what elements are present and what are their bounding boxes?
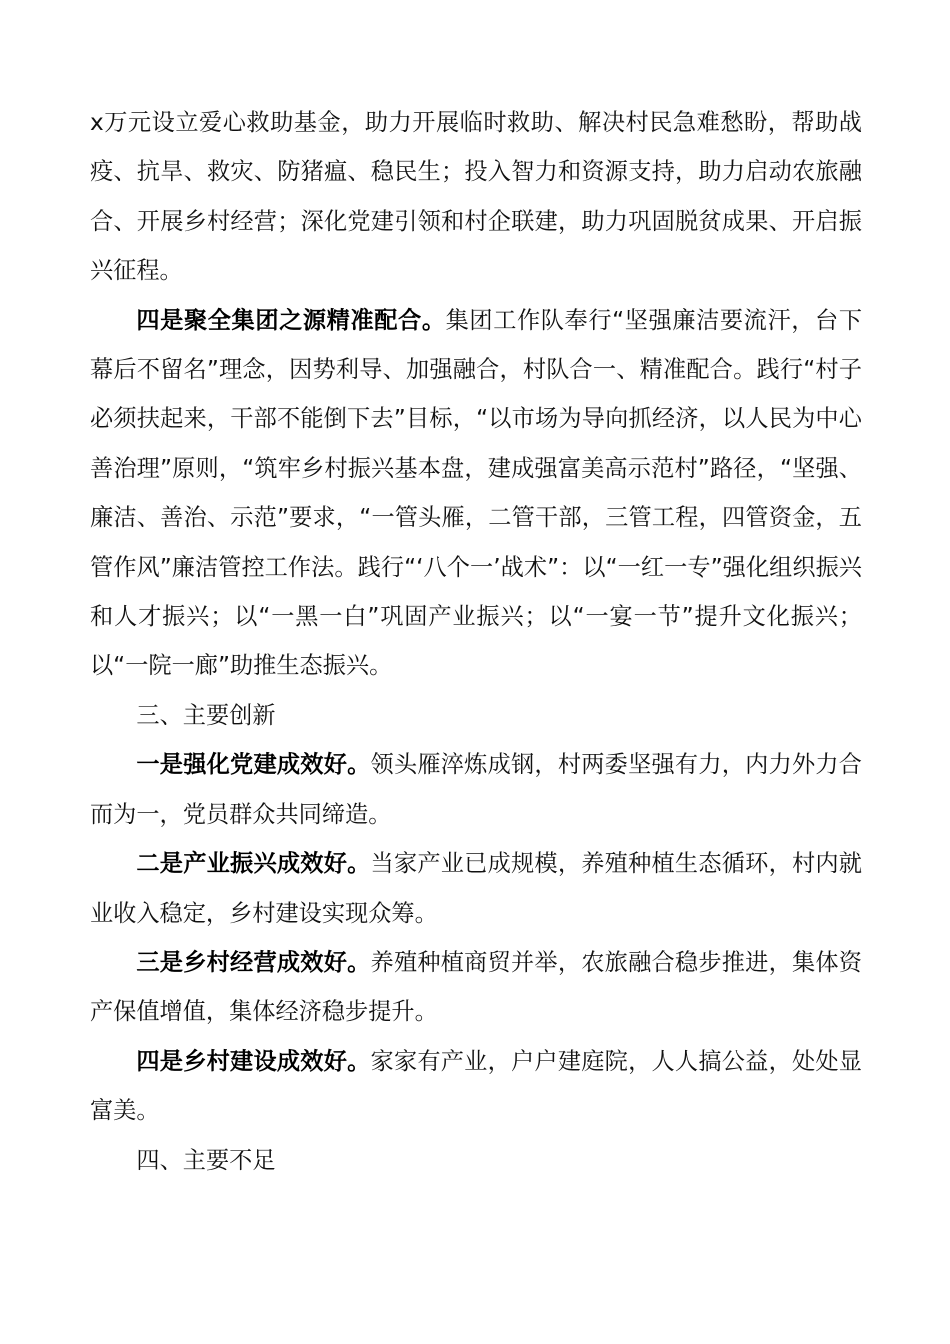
paragraph-relief-fund <box>90 98 862 296</box>
paragraph-lead: 一是强化党建成效好。 <box>136 751 371 779</box>
paragraph-text: 领头雁淬炼成钢，村两委坚强有力，内力外力合而为一，党员群众共同缔造。 <box>90 751 862 828</box>
paragraph-text: 家家有产业，户户建庭院，人人搞公益，处处显富美。 <box>90 1047 862 1125</box>
paragraph-text: x万元设立爱心救助基金，助力开展临时救助、解决村民急难愁盼，帮助战疫、抗旱、救灾、防猪瘟、稳民生；投入智力和资源支持，助力启动农旅融合、开展乡村经营；深化党建引领和村企联建，助力巩固脱贫成果、开启振兴征程。 <box>90 109 862 285</box>
paragraph-lead: 四是乡村建设成效好。 <box>136 1047 371 1075</box>
section-heading-text: 四、主要不足 <box>136 1146 276 1174</box>
section-heading-shortcomings <box>90 1136 862 1185</box>
paragraph-lead: 二是产业振兴成效好。 <box>136 850 371 878</box>
paragraph-lead: 四是聚全集团之源精准配合。 <box>136 306 446 334</box>
paragraph-village-operation <box>90 938 862 1037</box>
document-body <box>90 98 862 1185</box>
paragraph-text: 养殖种植商贸并举，农旅融合稳步推进，集体资产保值增值，集体经济稳步提升。 <box>90 948 862 1026</box>
paragraph-industry <box>90 839 862 938</box>
paragraph-party-building <box>90 740 862 839</box>
paragraph-village-construction <box>90 1037 862 1136</box>
paragraph-lead: 三是乡村经营成效好。 <box>136 948 371 976</box>
paragraph-text: 当家产业已成规模，养殖种植生态循环，村内就业收入稳定，乡村建设实现众筹。 <box>90 850 862 927</box>
section-heading-innovation <box>90 691 862 740</box>
section-heading-text: 三、主要创新 <box>136 701 276 729</box>
paragraph-coordination <box>90 296 862 691</box>
paragraph-text: 集团工作队奉行“坚强廉洁要流汗，台下幕后不留名”理念，因势利导、加强融合，村队合一、精准配合。践行“村子必须扶起来，干部不能倒下去”目标，“以市场为导向抓经济，以人民为中心善治理”原则，“筑牢乡村振兴基本盘，建成强富美高示范村”路径，“坚强、廉洁、善治、示范”要求，“一管头雁，二管干部，三管工程，四管资金，五管作风”廉洁管控工作法。践行“‘八个一’战术”：以“一红一专”强化组织振兴和人才振兴；以“一黑一白”巩固产业振兴；以“一宴一节”提升文化振兴；以“一院一廊”助推生态振兴。 <box>90 306 863 680</box>
